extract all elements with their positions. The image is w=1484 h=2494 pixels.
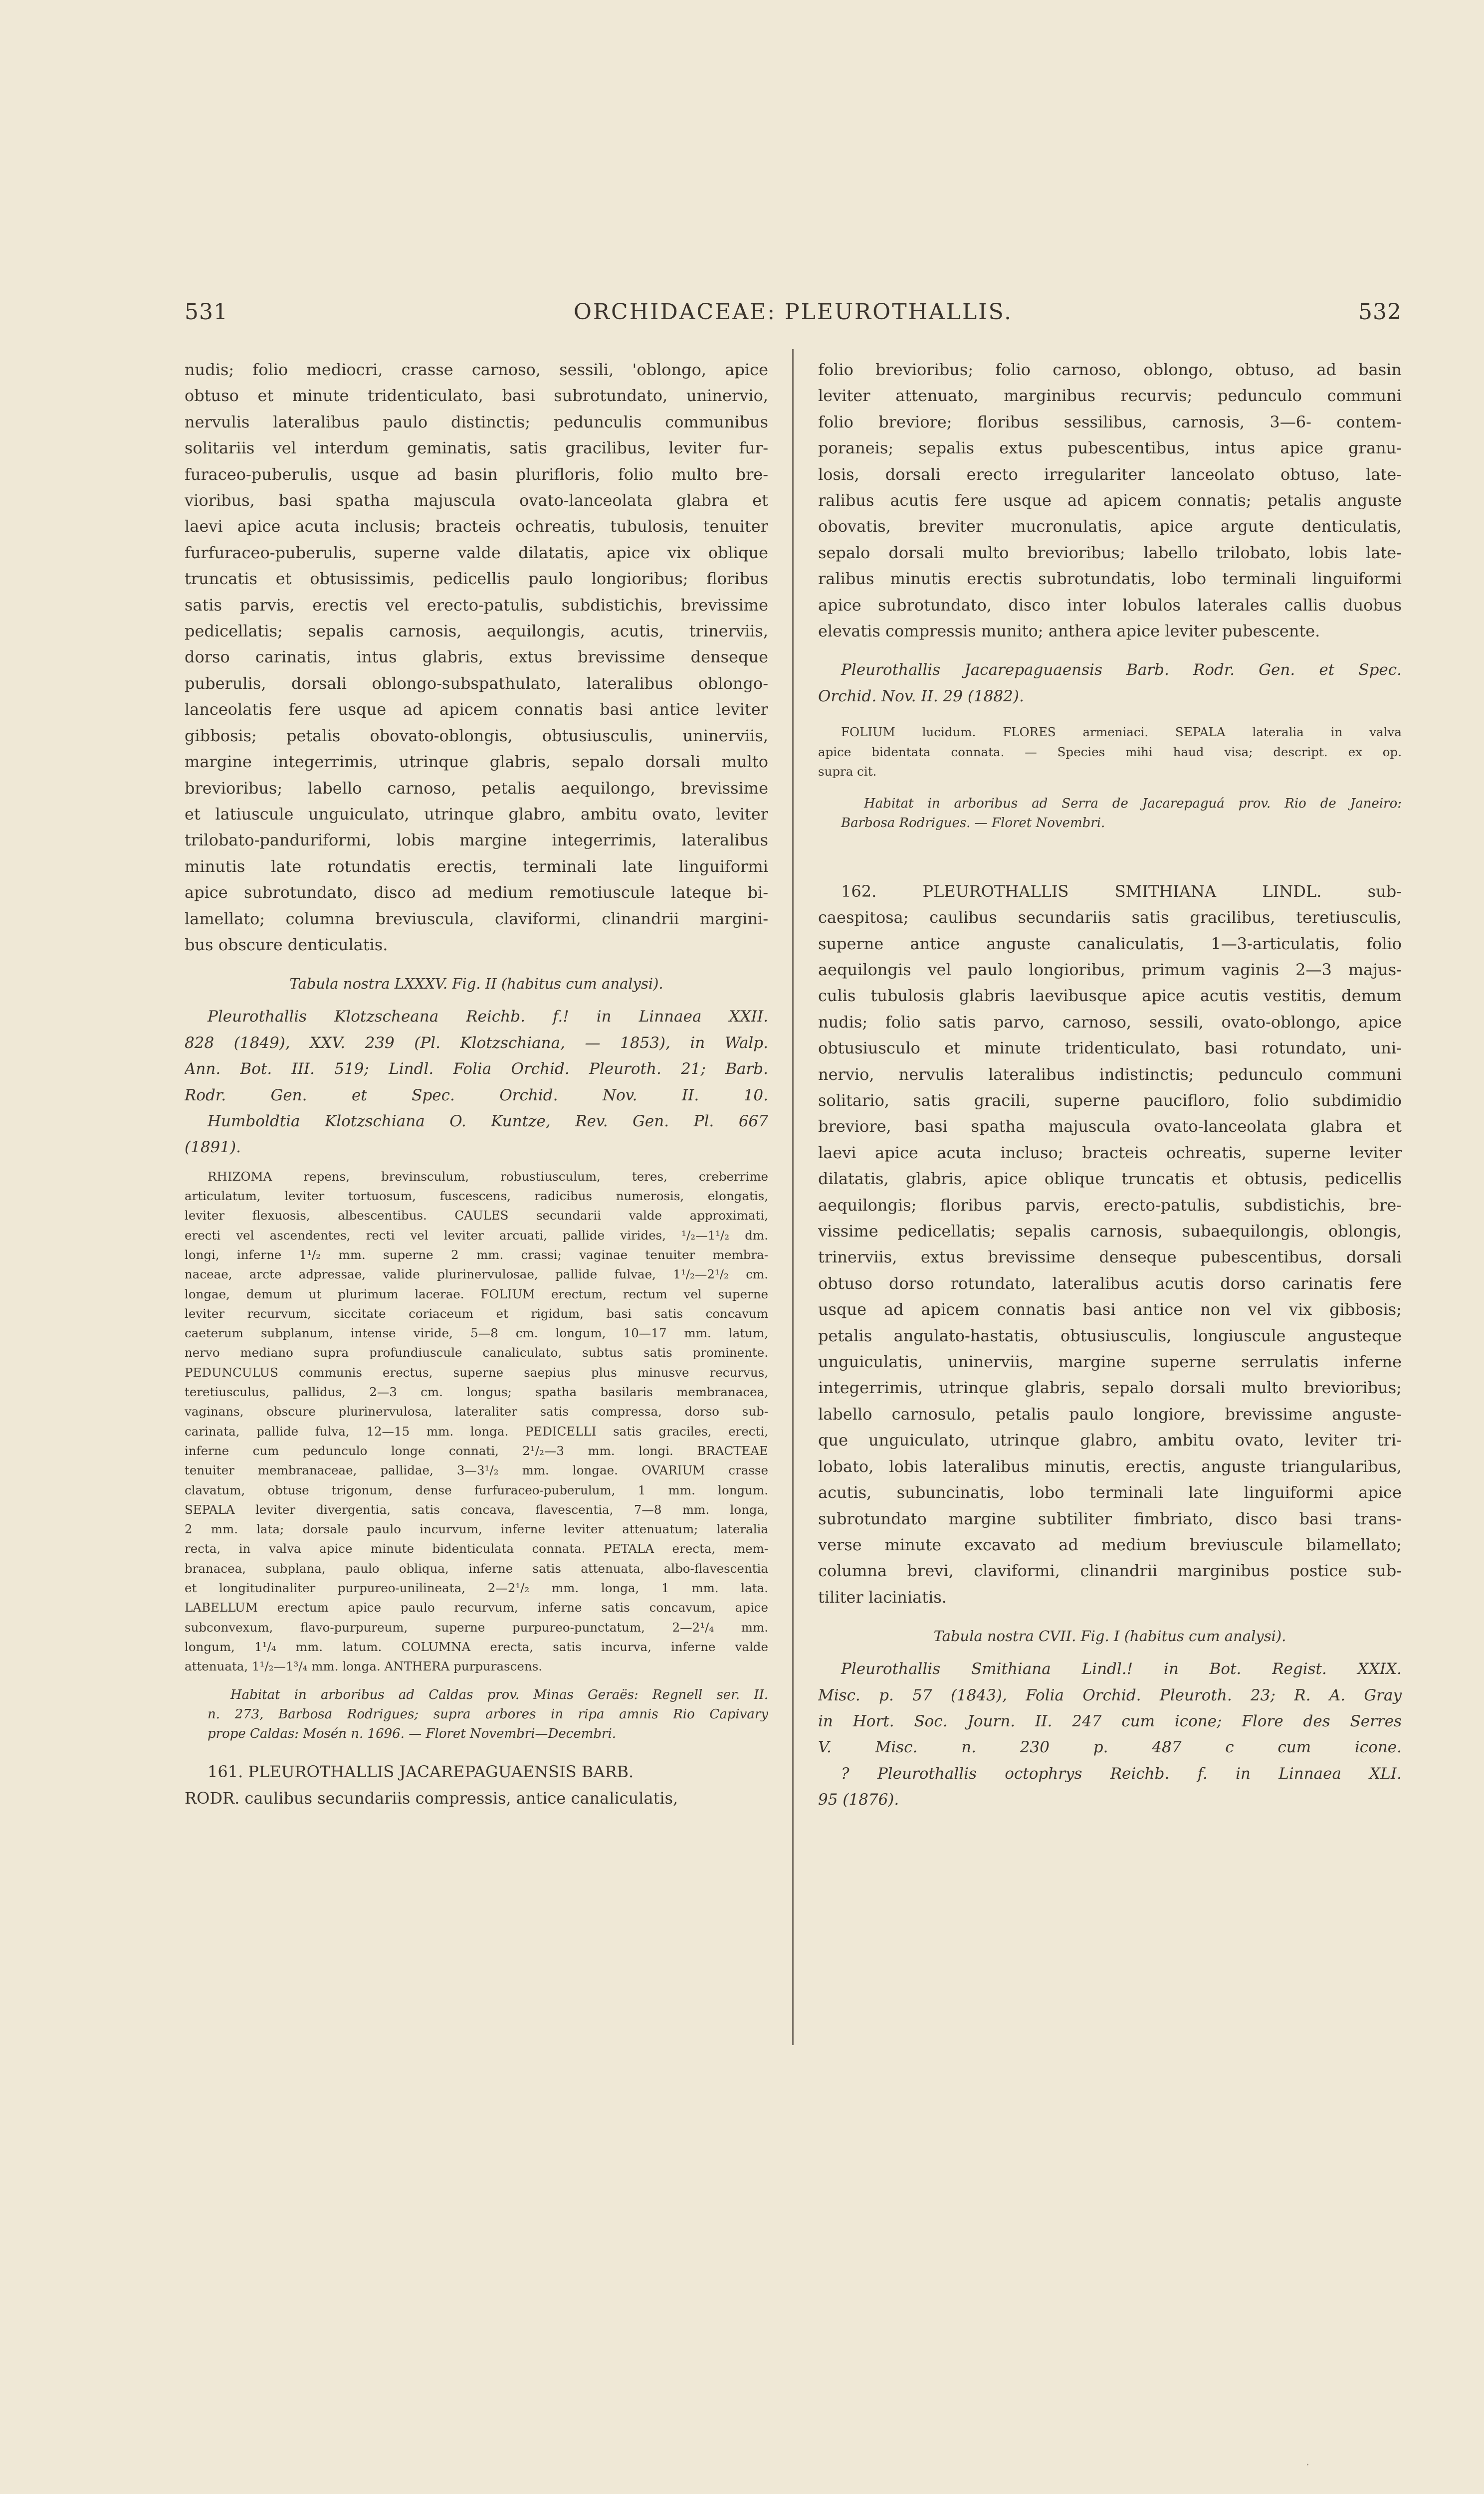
text-line: supra cit. — [818, 764, 877, 779]
text-line: laevi apice acuta incluso; bracteis ochreatis, superne leviter — [818, 1143, 1402, 1162]
text-line: Humboldtia Klotzschiana O. Kuntze, Rev. Gen. Pl. 667 — [208, 1112, 768, 1130]
text-line: obtuso dorso rotundato, lateralibus acutis dorso carinatis fere — [818, 1273, 1402, 1293]
text-line: poraneis; sepalis extus pubescentibus, intus apice granu- — [818, 438, 1402, 458]
text-line: nervulis lateralibus paulo distinctis; pedunculis communibus — [185, 412, 768, 431]
text-line: PEDUNCULUS communis erectus, superne saepius plus minusve recurvus, — [185, 1365, 768, 1380]
column-divider — [792, 349, 794, 2045]
text-line: apice subrotundato, disco ad medium remotiuscule lateque bi- — [185, 883, 768, 902]
text-line: folio brevioribus; folio carnoso, oblongo, obtuso, ad basin — [818, 360, 1402, 379]
detailed-description-160 — [185, 1167, 768, 1676]
text-line: laevi apice acuta inclusis; bracteis ochreatis, tubulosis, tenuiter — [185, 517, 768, 536]
text-line: Habitat in arboribus ad Serra de Jacarepaguá prov. Rio de Janeiro: — [864, 796, 1402, 812]
text-line: labello carnosulo, petalis paulo longiore, brevissime anguste- — [818, 1404, 1402, 1424]
text-line: n. 273, Barbosa Rodrigues; supra arbores in ripa amnis Rio Capivary — [208, 1706, 768, 1722]
species-161-description-start: RODR. caulibus secundariis compressis, antice canaliculatis, — [185, 1788, 678, 1808]
text-line: Ann. Bot. III. 519; Lindl. Folia Orchid. Pleuroth. 21; Barb. — [185, 1060, 768, 1078]
text-line: truncatis et obtusissimis, pedicellis paulo longioribus; floribus — [185, 569, 768, 589]
text-line: tiliter laciniatis. — [818, 1587, 947, 1607]
left-column — [185, 357, 768, 1811]
text-line: ? Pleurothallis octophrys Reichb. f. in Linnaea XLI. — [841, 1764, 1402, 1783]
tabula-caption-lxxxv: Tabula nostra LXXXV. Fig. II (habitus cum analysi). — [289, 975, 663, 993]
text-line: caespitosa; caulibus secundariis satis gracilibus, teretiusculis, — [818, 908, 1402, 927]
reference-161 — [818, 657, 1402, 709]
tabula-caption-cvii: Tabula nostra CVII. Fig. I (habitus cum analysi). — [933, 1628, 1286, 1645]
text-line: leviter attenuato, marginibus recurvis; pedunculo communi — [818, 386, 1402, 406]
text-line: erecti vel ascendentes, recti vel leviter arcuati, pallide virides, ¹/₂—1¹/₂ dm. — [185, 1228, 768, 1243]
text-line: 2 mm. lata; dorsale paulo incurvum, inferne leviter attenuatum; lateralia — [185, 1522, 768, 1537]
text-line: margine integerrimis, utrinque glabris, sepalo dorsali multo — [185, 752, 768, 772]
text-line: attenuata, 1¹/₂—1³/₄ mm. longa. ANTHERA purpurascens. — [185, 1659, 543, 1674]
text-line: in Hort. Soc. Journ. II. 247 cum icone; Flore des Serres — [818, 1712, 1402, 1730]
corner-mark: · — [1306, 2459, 1309, 2472]
text-line: Pleurothallis Jacarepaguaensis Barb. Rodr. Gen. et Spec. — [841, 661, 1402, 679]
text-line: nervo mediano supra profundiuscule canaliculato, subtus satis prominente. — [185, 1345, 768, 1360]
text-line: furaceo-puberulis, usque ad basin plurifloris, folio multo bre- — [185, 464, 768, 484]
text-line: branacea, subplana, paulo obliqua, inferne satis attenuata, albo-flavescentia — [185, 1561, 768, 1576]
text-line: minutis late rotundatis erectis, terminali late linguiformi — [185, 856, 768, 876]
text-line: nervio, nervulis lateralibus indistinctis; pedunculo communi — [818, 1064, 1402, 1084]
text-line: et latiuscule unguiculato, utrinque glabro, ambitu ovato, leviter — [185, 804, 768, 824]
text-line: pedicellatis; sepalis carnosis, aequilongis, acutis, trinerviis, — [185, 622, 768, 641]
text-line: dilatatis, glabris, apice oblique truncatis et obtusis, pedicellis — [818, 1169, 1402, 1189]
text-line: lobato, lobis lateralibus minutis, erectis, anguste triangularibus, — [818, 1456, 1402, 1476]
text-line: verse minute excavato ad medium breviuscule bilamellato; — [818, 1535, 1402, 1554]
text-line: inferne cum pedunculo longe connati, 2¹/₂—3 mm. longi. BRACTEAE — [185, 1443, 768, 1458]
text-line: nudis; folio satis parvo, carnoso, sessili, ovato-oblongo, apice — [818, 1012, 1402, 1032]
text-line: longi, inferne 1¹/₂ mm. superne 2 mm. crassi; vaginae tenuiter membra- — [185, 1247, 768, 1262]
text-line: acutis, subuncinatis, lobo terminali late linguiformi apice — [818, 1483, 1402, 1502]
synonymy-160 — [185, 1004, 768, 1160]
description-161-continued — [818, 357, 1402, 644]
text-line: brevioribus; labello carnoso, petalis aequilongo, brevissime — [185, 778, 768, 798]
text-line: apice subrotundato, disco inter lobulos laterales callis duobus — [818, 595, 1402, 615]
text-line: Pleurothallis Smithiana Lindl.! in Bot. Regist. XXIX. — [841, 1660, 1402, 1678]
running-header — [185, 299, 1402, 334]
text-line: Habitat in arboribus ad Caldas prov. Minas Geraës: Regnell ser. II. — [230, 1687, 768, 1702]
text-line: trinerviis, extus brevissime denseque pubescentibus, dorsali — [818, 1247, 1402, 1267]
text-line: LABELLUM erectum apice paulo recurvum, inferne satis concavum, apice — [185, 1600, 768, 1615]
text-line: SEPALA leviter divergentia, satis concava, flavescentia, 7—8 mm. longa, — [185, 1502, 768, 1517]
species-162-description — [818, 878, 1402, 1610]
text-line: et longitudinaliter purpureo-unilineata, 2—2¹/₂ mm. longa, 1 mm. lata. — [185, 1581, 768, 1596]
text-line: solitario, satis gracili, superne paucifloro, folio subdimidio — [818, 1091, 1402, 1110]
text-line: nudis; folio mediocri, crasse carnoso, sessili, 'oblongo, apice — [185, 360, 768, 379]
habitat-161 — [818, 794, 1402, 833]
text-line: culis tubulosis glabris laevibusque apice acutis vestitis, demum — [818, 986, 1402, 1006]
text-line: 162. PLEUROTHALLIS SMITHIANA LINDL. sub- — [841, 881, 1402, 901]
text-line: 828 (1849), XXV. 239 (Pl. Klotzschiana, — 1853), in Walp. — [185, 1034, 768, 1052]
text-line: columna brevi, claviformi, clinandrii marginibus postice sub- — [818, 1561, 1402, 1581]
text-line: unguiculatis, uninerviis, margine superne serrulatis inferne — [818, 1352, 1402, 1372]
text-line: breviore, basi spatha majuscula ovato-lanceolata glabra et — [818, 1117, 1402, 1136]
text-line: FOLIUM lucidum. FLORES armeniaci. SEPALA lateralia in valva — [841, 725, 1402, 740]
page-number-right: 532 — [1358, 299, 1402, 325]
text-line: superne antice anguste canaliculatis, 1—3-articulatis, folio — [818, 934, 1402, 953]
text-line: (1891). — [185, 1138, 241, 1157]
text-line: lamellato; columna breviuscula, claviformi, clinandrii margini- — [185, 909, 768, 928]
text-line: satis parvis, erectis vel erecto-patulis, subdistichis, brevissime — [185, 595, 768, 615]
text-line: vaginans, obscure plurinervulosa, lateraliter satis compressa, dorso sub- — [185, 1404, 768, 1419]
text-line: longae, demum ut plurimum lacerae. FOLIUM erectum, rectum vel superne — [185, 1286, 768, 1301]
description-160-continued — [185, 357, 768, 958]
text-line: Rodr. Gen. et Spec. Orchid. Nov. II. 10. — [185, 1086, 768, 1104]
text-line: folio breviore; floribus sessilibus, carnosis, 3—6- contem- — [818, 412, 1402, 431]
text-line: V. Misc. n. 230 p. 487 c cum icone. — [818, 1738, 1402, 1757]
right-column — [818, 357, 1402, 1813]
text-line: aequilongis vel paulo longioribus, primum vaginis 2—3 majus- — [818, 960, 1402, 979]
text-line: longum, 1¹/₄ mm. latum. COLUMNA erecta, satis incurva, inferne valde — [185, 1639, 768, 1654]
species-heading-161: 161. PLEUROTHALLIS JACAREPAGUAENSIS BARB. — [208, 1762, 634, 1782]
text-line: que unguiculato, utrinque glabro, ambitu ovato, leviter tri- — [818, 1431, 1402, 1450]
text-line: Pleurothallis Klotzscheana Reichb. f.! in Linnaea XXII. — [208, 1008, 768, 1026]
habitat-160 — [185, 1685, 768, 1744]
text-line: elevatis compressis munito; anthera apice leviter pubescente. — [818, 622, 1320, 641]
text-line: naceae, arcte adpressae, valide plurinervulosae, pallide fulvae, 1¹/₂—2¹/₂ cm. — [185, 1267, 768, 1282]
running-title: ORCHIDACEAE: PLEUROTHALLIS. — [573, 299, 1013, 325]
text-line: integerrimis, utrinque glabris, sepalo dorsali multo brevioribus; — [818, 1378, 1402, 1398]
text-line: bus obscure denticulatis. — [185, 935, 388, 954]
text-line: ralibus minutis erectis subrotundatis, lobo terminali linguiformi — [818, 569, 1402, 589]
text-line: gibbosis; petalis obovato-oblongis, obtusiusculis, uninerviis, — [185, 726, 768, 745]
text-line: apice bidentata connata. — Species mihi haud visa; descript. ex op. — [818, 744, 1402, 759]
text-line: tenuiter membranaceae, pallidae, 3—3¹/₂ mm. longae. OVARIUM crasse — [185, 1463, 768, 1478]
text-line: usque ad apicem connatis basi antice non vel vix gibbosis; — [818, 1300, 1402, 1319]
text-line: sepalo dorsali multo brevioribus; labello trilobato, lobis late- — [818, 543, 1402, 562]
text-line: puberulis, dorsali oblongo-subspathulato, lateralibus oblongo- — [185, 673, 768, 693]
text-line: RHIZOMA repens, brevinsculum, robustiusculum, teres, creberrime — [208, 1169, 768, 1184]
text-line: prope Caldas: Mosén n. 1696. — Floret Novembri—Decembri. — [208, 1726, 617, 1742]
text-line: lanceolatis fere usque ad apicem connatis basi antice leviter — [185, 700, 768, 719]
text-line: subconvexum, flavo-purpureum, superne purpureo-punctatum, 2—2¹/₄ mm. — [185, 1620, 768, 1635]
text-line: ralibus acutis fere usque ad apicem connatis; petalis anguste — [818, 491, 1402, 510]
text-line: solitariis vel interdum geminatis, satis gracilibus, leviter fur- — [185, 438, 768, 458]
text-line: obtuso et minute tridenticulato, basi subrotundato, uninervio, — [185, 386, 768, 406]
text-line: dorso carinatis, intus glabris, extus brevissime denseque — [185, 647, 768, 667]
text-line: Orchid. Nov. II. 29 (1882). — [818, 687, 1024, 705]
text-line: obovatis, breviter mucronulatis, apice argute denticulatis, — [818, 517, 1402, 536]
text-line: recta, in valva apice minute bidenticulata connata. PETALA erecta, mem- — [185, 1541, 768, 1556]
text-line: obtusiusculo et minute tridenticulato, basi rotundato, uni- — [818, 1039, 1402, 1058]
text-line: Barbosa Rodrigues. — Floret Novembri. — [841, 816, 1105, 831]
text-line: leviter recurvum, siccitate coriaceum et rigidum, basi satis concavum — [185, 1306, 768, 1321]
text-line: vioribus, basi spatha majuscula ovato-lanceolata glabra et — [185, 491, 768, 510]
text-line: caeterum subplanum, intense viride, 5—8 cm. longum, 10—17 mm. latum, — [185, 1326, 768, 1341]
detailed-description-161 — [818, 722, 1402, 781]
text-line: aequilongis; floribus parvis, erecto-patulis, subdistichis, bre- — [818, 1195, 1402, 1215]
text-line: subrotundato margine subtiliter fimbriato, disco basi trans- — [818, 1509, 1402, 1528]
text-line: losis, dorsali erecto irregulariter lanceolato obtuso, late- — [818, 464, 1402, 484]
text-line: carinata, pallide fulva, 12—15 mm. longa. PEDICELLI satis graciles, erecti, — [185, 1424, 768, 1439]
text-line: trilobato-panduriformi, lobis margine integerrimis, lateralibus — [185, 831, 768, 850]
page-number-left: 531 — [185, 299, 228, 325]
text-line: teretiusculus, pallidus, 2—3 cm. longus; spatha basilaris membranacea, — [185, 1385, 768, 1400]
text-line: vissime pedicellatis; sepalis carnosis, subaequilongis, oblongis, — [818, 1222, 1402, 1241]
synonymy-162 — [818, 1656, 1402, 1813]
text-line: 95 (1876). — [818, 1791, 899, 1809]
text-line: leviter flexuosis, albescentibus. CAULES secundarii valde approximati, — [185, 1208, 768, 1223]
text-line: Misc. p. 57 (1843), Folia Orchid. Pleuroth. 23; R. A. Gray — [818, 1686, 1402, 1704]
text-line: furfuraceo-puberulis, superne valde dilatatis, apice vix oblique — [185, 543, 768, 562]
text-line: petalis angulato-hastatis, obtusiusculis, longiuscule angusteque — [818, 1326, 1402, 1345]
text-line: articulatum, leviter tortuosum, fuscescens, radicibus numerosis, elongatis, — [185, 1189, 768, 1204]
text-line: clavatum, obtuse trigonum, dense furfuraceo-puberulum, 1 mm. longum. — [185, 1482, 768, 1497]
